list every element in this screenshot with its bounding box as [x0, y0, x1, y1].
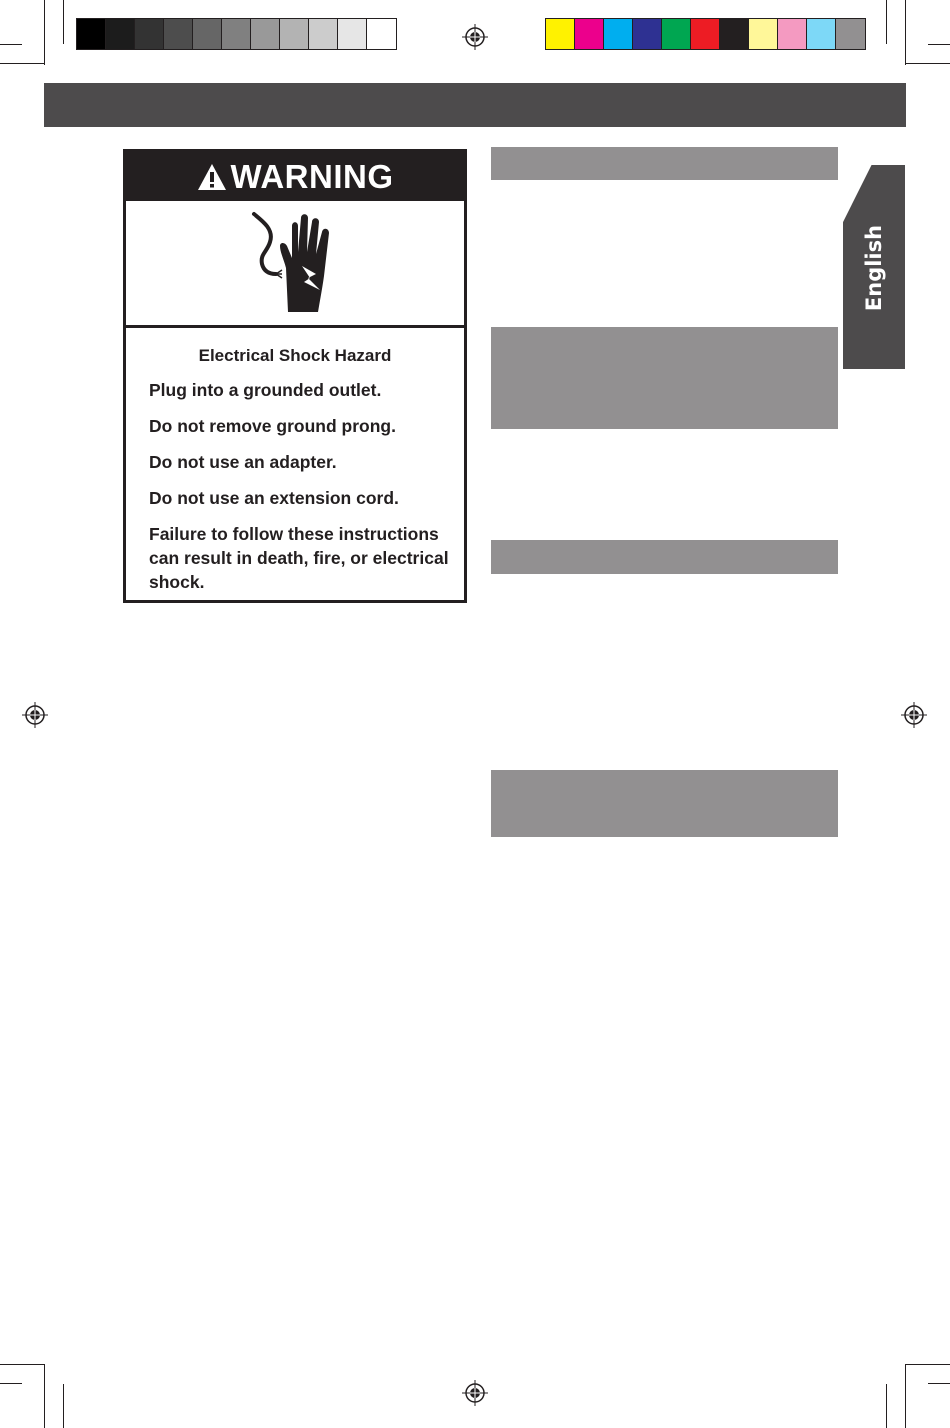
section-heading-bar — [491, 540, 838, 574]
registration-mark-icon — [462, 24, 488, 50]
section-heading-bar — [491, 770, 838, 837]
color-swatch — [164, 19, 193, 49]
warning-line: Do not use an adapter. — [149, 452, 337, 472]
warning-line: Failure to follow these instructions can result in death, fire, or electrical shock. — [149, 524, 449, 592]
crop-mark — [906, 1364, 950, 1365]
color-swatch — [749, 19, 778, 49]
crop-mark — [886, 0, 887, 44]
color-swatch — [633, 19, 662, 49]
color-swatch — [807, 19, 836, 49]
registration-mark-icon — [462, 1380, 488, 1406]
crop-mark — [0, 1383, 22, 1384]
crop-mark — [928, 44, 950, 45]
warning-pictogram — [126, 201, 464, 328]
color-swatch — [367, 19, 396, 49]
color-swatch — [106, 19, 135, 49]
section-heading-bar — [491, 147, 838, 180]
crop-mark — [63, 1384, 64, 1428]
page-header-bar — [44, 83, 906, 127]
color-swatch — [691, 19, 720, 49]
warning-line: Plug into a grounded outlet. — [149, 380, 382, 400]
crop-mark — [928, 1383, 950, 1384]
registration-mark-icon — [22, 702, 48, 728]
crop-mark — [0, 44, 22, 45]
color-swatch — [193, 19, 222, 49]
color-swatch — [251, 19, 280, 49]
crop-mark — [905, 0, 906, 65]
warning-line: Do not remove ground prong. — [149, 416, 396, 436]
color-swatch — [280, 19, 309, 49]
crop-mark — [63, 0, 64, 44]
color-swatch — [309, 19, 338, 49]
color-swatch — [604, 19, 633, 49]
grayscale-color-bar — [76, 18, 397, 50]
color-swatch — [338, 19, 367, 49]
warning-text — [126, 328, 464, 594]
color-swatch — [575, 19, 604, 49]
warning-title: WARNING — [230, 157, 394, 195]
warning-line: Do not use an extension cord. — [149, 488, 399, 508]
color-swatch — [662, 19, 691, 49]
color-swatch — [546, 19, 575, 49]
color-swatch — [222, 19, 251, 49]
color-swatch — [836, 19, 865, 49]
color-swatch — [77, 19, 106, 49]
language-tab-label: English — [862, 224, 886, 312]
section-heading-bar — [491, 327, 838, 429]
warning-box — [123, 149, 467, 603]
color-swatch — [135, 19, 164, 49]
registration-mark-icon — [901, 702, 927, 728]
color-swatch — [720, 19, 749, 49]
crop-mark — [906, 63, 950, 64]
crop-mark — [0, 1364, 44, 1365]
process-color-bar — [545, 18, 866, 50]
crop-mark — [886, 1384, 887, 1428]
warning-header — [126, 152, 464, 201]
electric-shock-hand-icon — [240, 208, 350, 318]
crop-mark — [44, 0, 45, 65]
crop-mark — [905, 1364, 906, 1428]
crop-mark — [0, 63, 44, 64]
color-swatch — [778, 19, 807, 49]
hazard-title: Electrical Shock Hazard — [198, 346, 392, 365]
alert-triangle-icon — [197, 163, 227, 191]
crop-mark — [44, 1364, 45, 1428]
